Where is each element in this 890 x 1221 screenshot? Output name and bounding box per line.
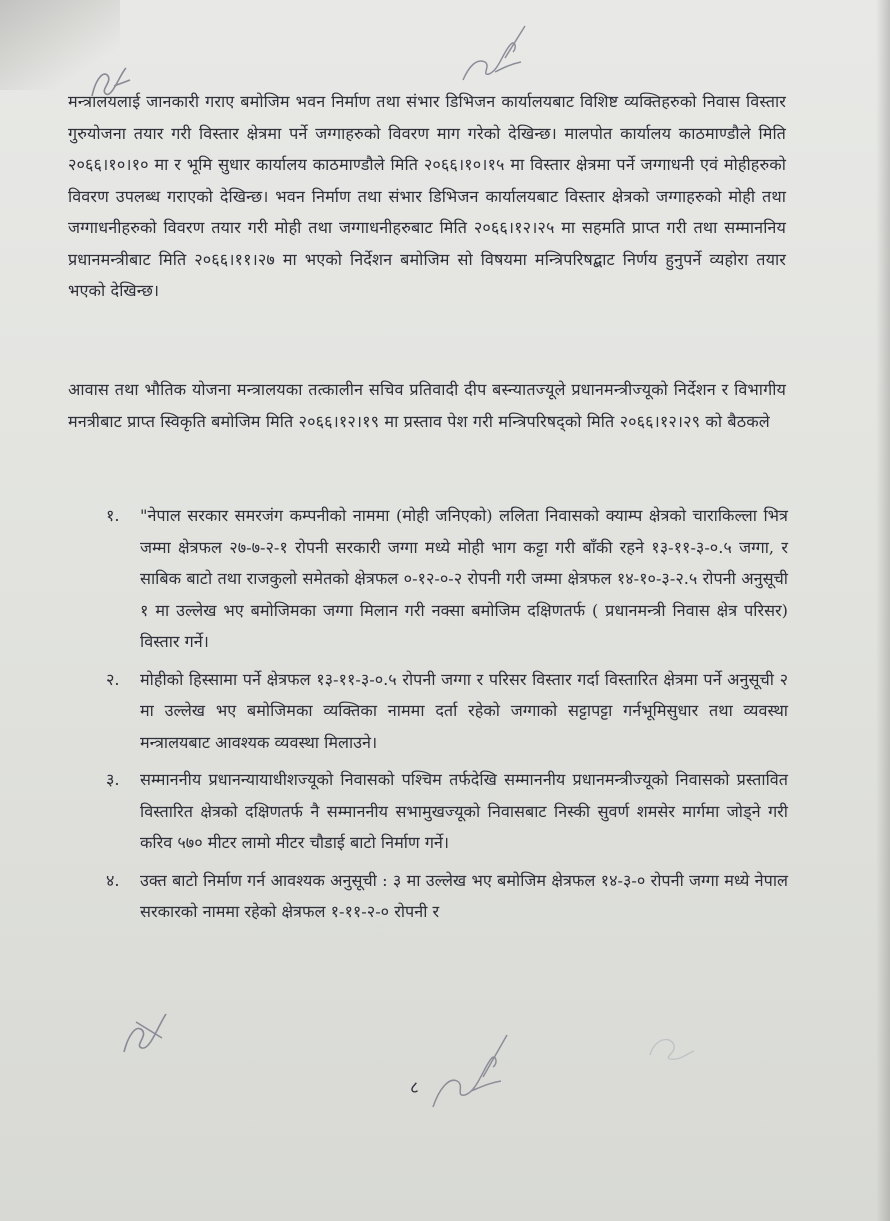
- page-number: ८: [410, 1078, 419, 1098]
- list-item: [106, 500, 788, 658]
- handwritten-signature-bottom: [425, 1025, 515, 1115]
- handwritten-initial-bottom-left: [118, 1002, 178, 1062]
- list-item-number: २.: [106, 669, 120, 689]
- decision-list: [106, 500, 788, 934]
- list-item-text: मोहीको हिस्सामा पर्ने क्षेत्रफल १३-११-३-०.५ रोपनी जग्गा र परिसर विस्तार गर्दा विस्तारित क्षेत्रमा पर्ने अनुसूची २ मा उल्लेख भए बमोजिमका व्यक्तिका नाममा दर्ता रहेको जग्गाको सट्टापट्टा गर्नभूमिसुधार तथा व्यवस्था मन्त्रालयबाट आवश्यक व्यवस्था मिलाउने।: [140, 669, 788, 752]
- page-edge-shadow: [876, 0, 890, 1221]
- list-item: [106, 664, 788, 759]
- list-item: [106, 865, 788, 928]
- list-item: [106, 764, 788, 859]
- paragraph-2: आवास तथा भौतिक योजना मन्त्रालयका तत्कालीन सचिव प्रतिवादी दीप बस्न्यातज्यूले प्रधानमन्त्रीज्यूको निर्देशन र विभागीय मनत्रीबाट प्राप्त स्विकृति बमोजिम मिति २०६६।१२।१९ मा प्रस्ताव पेश गरी मन्त्रिपरिषद्को मिति २०६६।१२।२९ को बैठकले: [68, 380, 786, 431]
- faint-mark-bottom-right: [640, 1025, 700, 1065]
- list-item-number: १.: [106, 506, 120, 525]
- list-item-number: ४.: [106, 870, 120, 890]
- list-item-text: सम्माननीय प्रधानन्यायाधीशज्यूको निवासको पश्चिम तर्फदेखि सम्माननीय प्रधानमन्त्रीज्यूको निवासको प्रस्तावित विस्तारित क्षेत्रको दक्षिणतर्फ नै सम्माननीय सभामुखज्यूको निवासबाट निस्की सुवर्ण शमसेर मार्गमा जोड्ने गरी करिव ५७० मीटर लामो मीटर चौडाई बाटो निर्माण गर्ने।: [140, 770, 788, 852]
- list-item-text: उक्त बाटो निर्माण गर्न आवश्यक अनुसूची : ३ मा उल्लेख भए बमोजिम क्षेत्रफल १४-३-० रोपनी जग्गा मध्ये नेपाल सरकारको नाममा रहेको क्षेत्रफल १-११-२-० रोपनी र: [140, 870, 788, 921]
- list-item-text: "नेपाल सरकार समरजंग कम्पनीको नाममा (मोही जनिएको) ललिता निवासको क्याम्प क्षेत्रको चाराकिल्ला भित्र जम्मा क्षेत्रफल २७-७-२-१ रोपनी सरकारी जग्गा मध्ये मोही भाग कट्टा गरी बाँकी रहने १३-११-३-०.५ जग्गा, र साबिक बाटो तथा राजकुलो समेतको क्षेत्रफल ०-१२-०-२ रोपनी गरी जम्मा क्षेत्रफल १४-१०-३-२.५ रोपनी अनुसूची १ मा उल्लेख भए बमोजिमका जग्गा मिलान गरी नक्सा बमोजिम दक्षिणतर्फ ( प्रधानमन्त्री निवास क्षेत्र परिसर) विस्तार गर्ने।: [140, 506, 788, 651]
- paragraph-1: मन्त्रालयलाई जानकारी गराए बमोजिम भवन निर्माण तथा संभार डिभिजन कार्यालयबाट विशिष्ट व्यक्तिहरुको निवास विस्तार गुरुयोजना तयार गरी विस्तार क्षेत्रमा पर्ने जग्गाहरुको विवरण माग गरेको देखिन्छ। मालपोत कार्यालय काठमाण्डौले मिति २०६६।१०।१० मा र भूमि सुधार कार्यालय काठमाण्डौले मिति २०६६।१०।१५ मा विस्तार क्षेत्रमा पर्ने जग्गाधनी एवं मोहीहरुको विवरण उपलब्ध गराएको देखिन्छ। भवन निर्माण तथा संभार डिभिजन कार्यालयबाट विस्तार क्षेत्रको जग्गाहरुको मोही तथा जग्गाधनीहरुको विवरण तयार गरी मोही तथा जग्गाधनीहरुबाट मिति २०६६।१२।२५ मा सहमति प्राप्त गरी तथा सम्माननिय प्रधानमन्त्रीबाट मिति २०६६।११।२७ मा भएको निर्देशन बमोजिम सो विषयमा मन्त्रिपरिषद्बाट निर्णय हुनुपर्ने व्यहोरा तयार भएको देखिन्छ।: [68, 92, 786, 300]
- handwritten-signature-top: [455, 18, 535, 90]
- list-item-number: ३.: [106, 770, 120, 789]
